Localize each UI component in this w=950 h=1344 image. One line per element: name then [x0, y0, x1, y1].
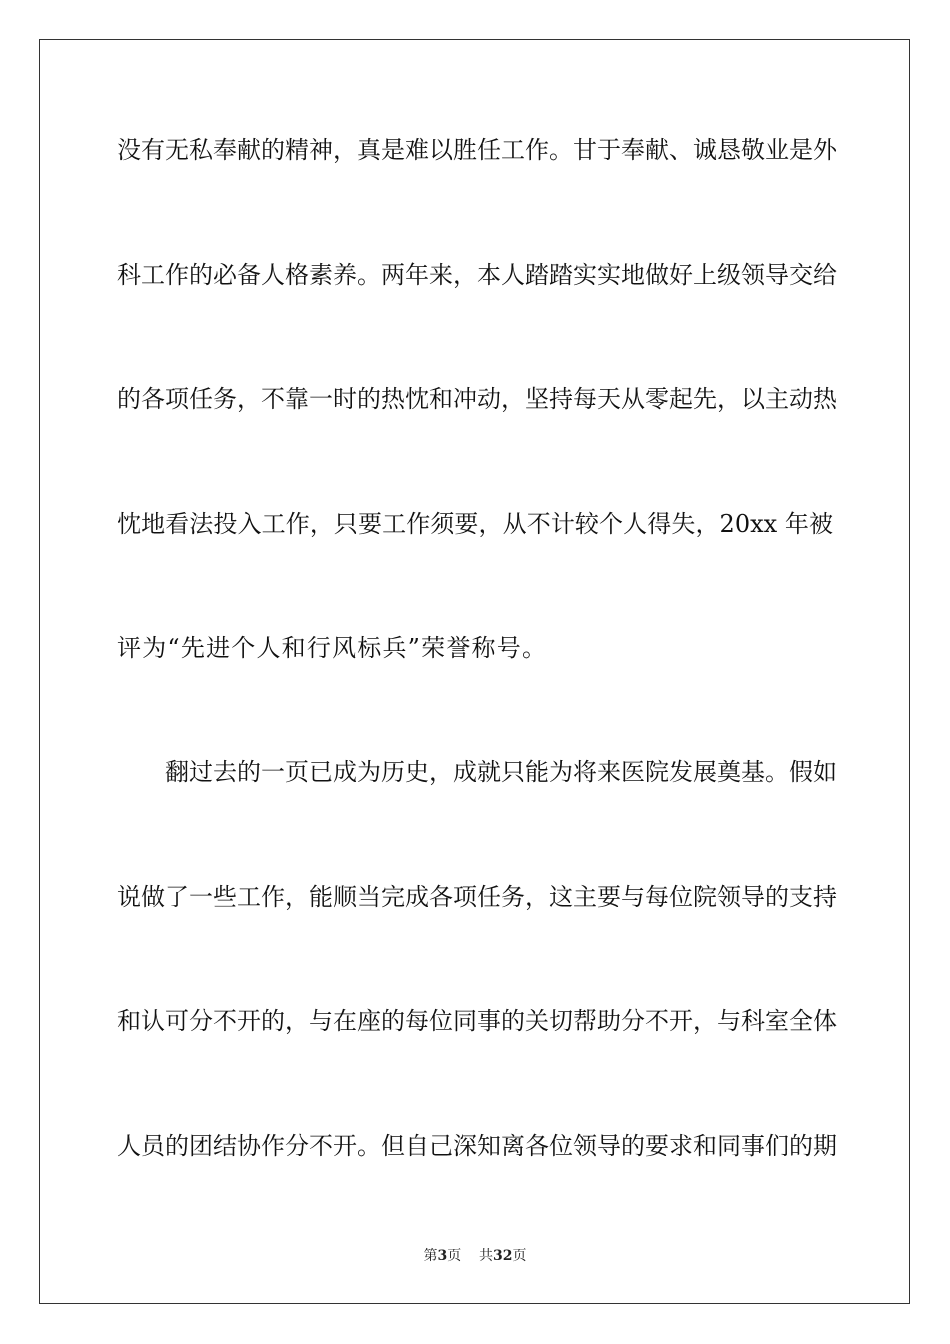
footer-suffix: 页: [512, 1248, 527, 1264]
page-footer: [0, 1246, 950, 1266]
text-line: 评为“先进个人和行风标兵”荣誉称号。: [117, 634, 548, 662]
text-line: 说做了一些工作，能顺当完成各项任务，这主要与每位院领导的支持: [117, 883, 837, 911]
current-page-number: 3: [437, 1248, 448, 1264]
footer-prefix: 第: [423, 1248, 438, 1264]
paragraph-start-line: 翻过去的一页已成为历史，成就只能为将来医院发展奠基。假如: [165, 758, 837, 786]
total-pages-number: 32: [493, 1248, 513, 1264]
text-line: 没有无私奉献的精神，真是难以胜任工作。甘于奉献、诚恳敬业是外: [117, 136, 837, 164]
footer-middle: 页 共: [447, 1248, 494, 1264]
text-line: 的各项任务，不靠一时的热忱和冲动，坚持每天从零起先，以主动热: [117, 385, 837, 413]
text-line: 和认可分不开的，与在座的每位同事的关切帮助分不开，与科室全体: [117, 1007, 837, 1035]
text-line: 科工作的必备人格素养。两年来，本人踏踏实实地做好上级领导交给: [117, 261, 837, 289]
text-line: 忱地看法投入工作，只要工作须要，从不计较个人得失，20xx 年被: [117, 510, 833, 538]
text-line: 人员的团结协作分不开。但自己深知离各位领导的要求和同事们的期: [117, 1132, 837, 1160]
page-border: [39, 39, 910, 1304]
